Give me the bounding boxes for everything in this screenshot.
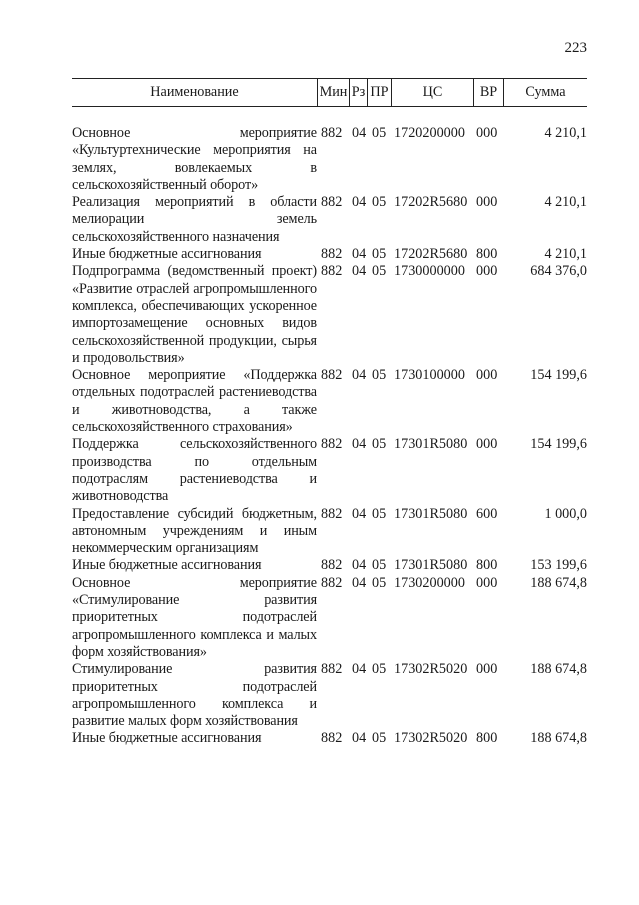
table-header (72, 78, 587, 107)
row-target-code: 1720200000 (394, 125, 465, 141)
row-min-code: 882 (321, 436, 343, 453)
row-min-code: 882 (321, 125, 343, 141)
row-subsection-code: 05 (372, 246, 387, 263)
row-target-code: 17302R5020 (394, 661, 468, 678)
row-min-code: 882 (321, 557, 343, 574)
row-amount: 153 199,6 (530, 557, 587, 574)
row-subsection-code: 05 (372, 263, 387, 280)
row-section-code: 04 (352, 263, 367, 280)
row-expense-type-code: 000 (476, 661, 498, 678)
row-expense-type-code: 800 (476, 557, 498, 574)
header-cs: ЦС (391, 79, 473, 106)
row-section-code: 04 (352, 125, 367, 141)
table-row (72, 575, 587, 661)
row-amount: 188 674,8 (530, 661, 587, 678)
row-amount: 154 199,6 (530, 436, 587, 453)
row-amount: 4 210,1 (544, 246, 587, 263)
budget-table (72, 78, 587, 748)
row-expense-type-code: 600 (476, 505, 498, 522)
row-section-code: 04 (352, 730, 367, 747)
row-subsection-code: 05 (372, 574, 387, 591)
header-vr: ВР (473, 79, 503, 106)
row-expense-type-code: 800 (476, 246, 498, 263)
header-pr: ПР (367, 79, 391, 106)
row-name: Иные бюджетные ассигнования (72, 557, 262, 574)
row-subsection-code: 05 (372, 367, 387, 384)
row-section-code: 04 (352, 574, 367, 591)
table-body (72, 125, 587, 748)
row-subsection-code: 05 (372, 730, 387, 747)
row-min-code: 882 (321, 574, 343, 591)
row-name: Поддержка сельскохозяйственного производства по отдельным подотраслям растениеводства и животноводства (72, 436, 317, 505)
table-row (72, 436, 587, 505)
row-min-code: 882 (321, 505, 343, 522)
row-amount: 1 000,0 (544, 505, 587, 522)
row-subsection-code: 05 (372, 194, 387, 211)
row-target-code: 1730200000 (394, 574, 465, 591)
row-name: Реализация мероприятий в области мелиорации земель сельскохозяйственного назначения (72, 194, 317, 245)
table-row (72, 506, 587, 558)
row-subsection-code: 05 (372, 661, 387, 678)
row-target-code: 17302R5020 (394, 730, 468, 747)
page-number: 223 (564, 40, 587, 56)
row-section-code: 04 (352, 246, 367, 263)
row-amount: 188 674,8 (530, 730, 587, 747)
row-amount: 154 199,6 (530, 367, 587, 384)
row-target-code: 17202R5680 (394, 194, 468, 211)
row-section-code: 04 (352, 661, 367, 678)
row-expense-type-code: 000 (476, 263, 498, 280)
row-min-code: 882 (321, 263, 343, 280)
table-row (72, 661, 587, 730)
row-name: Стимулирование развития приоритетных подотраслей агропромышленного комплекса и развитие малых форм хозяйствования (72, 661, 317, 730)
row-name: Иные бюджетные ассигнования (72, 730, 262, 747)
row-expense-type-code: 000 (476, 125, 498, 141)
row-amount: 188 674,8 (530, 574, 587, 591)
header-name: Наименование (150, 84, 239, 100)
row-name: Предоставление субсидий бюджетным, автономным учреждениям и иным некоммерческим организациям (72, 505, 317, 557)
row-min-code: 882 (321, 661, 343, 678)
row-target-code: 17301R5080 (394, 557, 468, 574)
row-target-code: 17202R5680 (394, 246, 468, 263)
row-subsection-code: 05 (372, 125, 387, 141)
table-row (72, 730, 587, 747)
row-section-code: 04 (352, 557, 367, 574)
row-name: Иные бюджетные ассигнования (72, 246, 262, 263)
header-min: Мин (317, 79, 349, 106)
row-subsection-code: 05 (372, 436, 387, 453)
row-name: Основное мероприятие «Поддержка отдельных подотраслей растениеводства и животноводства, а также сельскохозяйственного страхования» (72, 367, 317, 436)
row-expense-type-code: 800 (476, 730, 498, 747)
row-min-code: 882 (321, 367, 343, 384)
row-expense-type-code: 000 (476, 367, 498, 384)
row-amount: 4 210,1 (544, 125, 587, 141)
table-row (72, 246, 587, 263)
row-target-code: 17301R5080 (394, 505, 468, 522)
table-row (72, 194, 587, 246)
row-subsection-code: 05 (372, 505, 387, 522)
row-min-code: 882 (321, 194, 343, 211)
row-section-code: 04 (352, 505, 367, 522)
row-name: Основное мероприятие «Культуртехнические мероприятия на землях, вовлекаемых в сельскохозяйственный оборот» (72, 125, 317, 193)
table-row (72, 557, 587, 574)
table-row (72, 263, 587, 367)
row-amount: 684 376,0 (530, 263, 587, 280)
row-target-code: 17301R5080 (394, 436, 468, 453)
row-min-code: 882 (321, 246, 343, 263)
row-name: Подпрограмма (ведомственный проект) «Развитие отраслей агропромышленного комплекса, обеспечивающих ускоренное импортозамещение основных видов сельскохозяйственной продукции, сырья и продовольствия» (72, 263, 317, 366)
header-rz: Рз (349, 79, 367, 106)
row-min-code: 882 (321, 730, 343, 747)
row-amount: 4 210,1 (544, 194, 587, 211)
row-section-code: 04 (352, 194, 367, 211)
row-section-code: 04 (352, 436, 367, 453)
row-subsection-code: 05 (372, 557, 387, 574)
row-target-code: 1730000000 (394, 263, 465, 280)
row-expense-type-code: 000 (476, 436, 498, 453)
table-row (72, 367, 587, 436)
row-section-code: 04 (352, 367, 367, 384)
row-expense-type-code: 000 (476, 194, 498, 211)
row-name: Основное мероприятие «Стимулирование развития приоритетных подотраслей агропромышленного комплекса и малых форм хозяйствования» (72, 574, 317, 660)
header-sum: Сумма (503, 79, 587, 106)
table-row (72, 125, 587, 194)
row-target-code: 1730100000 (394, 367, 465, 384)
row-expense-type-code: 000 (476, 574, 498, 591)
